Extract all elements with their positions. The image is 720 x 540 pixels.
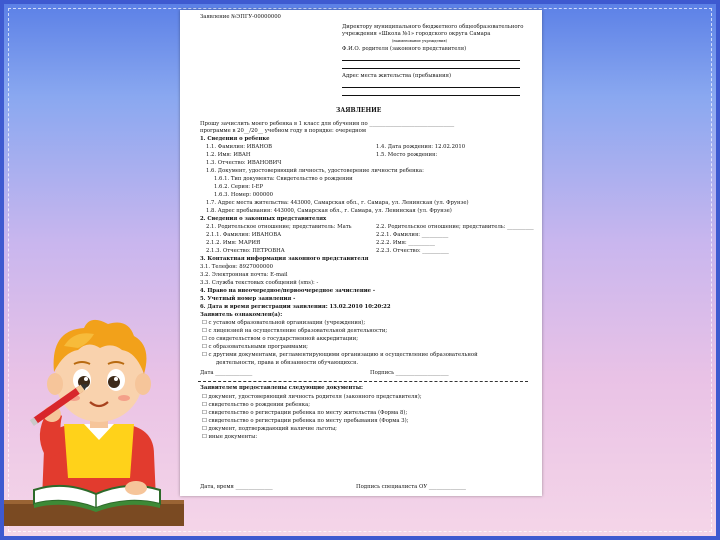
rep2-kind: 2.2. Родительское отношение; представитель: __________ [376, 224, 534, 230]
rep1-kind: 2.1. Родительское отношение; представитель: Мать [206, 224, 352, 230]
acquainted-signature: Подпись ____________________ [370, 370, 449, 376]
attachments-heading: Заявителем предоставлены следующие документы: [200, 385, 363, 391]
intro-line-2: программе в 20__/20__ учебном году в порядке: очередном [200, 128, 366, 134]
reg-number: Заявление №ЭПГУ-00000000 [200, 14, 281, 20]
boy-with-pencil-and-book-illustration [4, 300, 184, 526]
rep2-patronymic: 2.2.3. Отчество: __________ [376, 248, 449, 254]
attachment-item: ☐ документ, подтверждающий наличие льготы; [202, 426, 337, 432]
section-3-heading: 3. Контактная информация законного представителя [200, 256, 369, 262]
child-stay-address: 1.8. Адрес пребывания: 443000, Самарская обл., г. Самара, ул. Ленинская (ул. Фрунзе) [206, 208, 452, 214]
intro-line-1: Прошу зачислить моего ребенка в 1 класс для обучения по ________________________________ [200, 121, 455, 127]
application-document [180, 10, 542, 496]
section-1-heading: 1. Сведения о ребенке [200, 136, 270, 142]
child-lastname: 1.1. Фамилия: ИВАНОВ [206, 144, 273, 150]
child-doc-number: 1.6.3. Номер: 000000 [214, 192, 273, 198]
child-birthplace: 1.5. Место рождения: [376, 152, 438, 158]
child-doc-series: 1.6.2. Серия: I-ЕР [214, 184, 264, 190]
contact-sms: 3.3. Служба текстовых сообщений (sms): - [200, 280, 319, 286]
attachment-item: ☐ иные документы: [202, 434, 258, 440]
address-line-2 [342, 95, 520, 96]
child-birthdate: 1.4. Дата рождения: 12.02.2010 [376, 144, 466, 150]
acquainted-item-continued: деятельности, права и обязанности обучающихся. [216, 360, 359, 366]
from-line-2 [342, 68, 520, 69]
rep2-lastname: 2.2.1. Фамилия: __________ [376, 232, 449, 238]
child-firstname: 1.2. Имя: ИВАН [206, 152, 251, 158]
child-doc-label: 1.6. Документ, удостоверяющий личность, удостоверение личности ребенка: [206, 168, 424, 174]
separator-dashed-line [198, 381, 528, 382]
registration-datetime: 6. Дата и время регистрации заявления: 13.02.2010 10:20:22 [200, 304, 391, 310]
child-patronymic: 1.3. Отчество: ИВАНОВИЧ [206, 160, 282, 166]
priority-right: 4. Право на внеочередное/первоочередное зачисление - [200, 288, 376, 294]
rep1-lastname: 2.1.1. Фамилия: ИВАНОВА [206, 232, 282, 238]
footer-date: Дата, время ______________ [200, 484, 273, 490]
acquainted-heading: Заявитель ознакомлен(а): [200, 312, 283, 318]
addressee-line-1: Директору муниципального бюджетного общеобразовательного [342, 24, 524, 30]
footer-signature: Подпись специалиста ОУ ______________ [356, 484, 466, 490]
contact-phone: 3.1. Телефон: 8927000000 [200, 264, 273, 270]
attachment-item: ☐ документ, удостоверяющий личность родителя (законного представителя); [202, 394, 422, 400]
attachment-item: ☐ свидетельство о регистрации ребенка по месту жительства (Форма 8); [202, 410, 408, 416]
contact-email: 3.2. Электронная почта: E-mail [200, 272, 288, 278]
addressee-caption: (наименование учреждения) [392, 39, 448, 43]
acquainted-item: ☐ с лицензией на осуществление образовательной деятельности; [202, 328, 388, 334]
attachment-item: ☐ свидетельство о рождении ребенка; [202, 402, 311, 408]
addressee-line-2: учреждения «Школа №1» городского округа Самара [342, 31, 491, 37]
acquainted-item: ☐ с другими документами, регламентирующими организацию и осуществление образовательной [202, 352, 478, 358]
rep2-firstname: 2.2.2. Имя: __________ [376, 240, 435, 246]
attachment-item: ☐ свидетельство о регистрации ребенка по месту пребывания (Форма 3); [202, 418, 409, 424]
address-label: Адрес места жительства (пребывания) [342, 73, 452, 79]
acquainted-item: ☐ с образовательными программами; [202, 344, 308, 350]
section-2-heading: 2. Сведения о законных представителях [200, 216, 327, 222]
acquainted-date: Дата ______________ [200, 370, 253, 376]
account-number: 5. Учетный номер заявления - [200, 296, 296, 302]
document-title: ЗАЯВЛЕНИЕ [336, 107, 382, 114]
child-doc-type: 1.6.1. Тип документа: Свидетельство о рождении [214, 176, 353, 182]
rep1-patronymic: 2.1.3. Отчество: ПЕТРОВНА [206, 248, 285, 254]
from-label: Ф.И.О. родителя (законного представителя) [342, 46, 467, 52]
acquainted-item: ☐ с уставом образовательной организации (учреждения); [202, 320, 366, 326]
address-line-1 [342, 87, 520, 88]
from-line-1 [342, 60, 520, 61]
acquainted-item: ☐ со свидетельством о государственной аккредитации; [202, 336, 358, 342]
rep1-firstname: 2.1.2. Имя: МАРИЯ [206, 240, 261, 246]
child-reg-address: 1.7. Адрес места жительства: 443000, Самарская обл., г. Самара, ул. Ленинская (ул. Фрунзе) [206, 200, 469, 206]
